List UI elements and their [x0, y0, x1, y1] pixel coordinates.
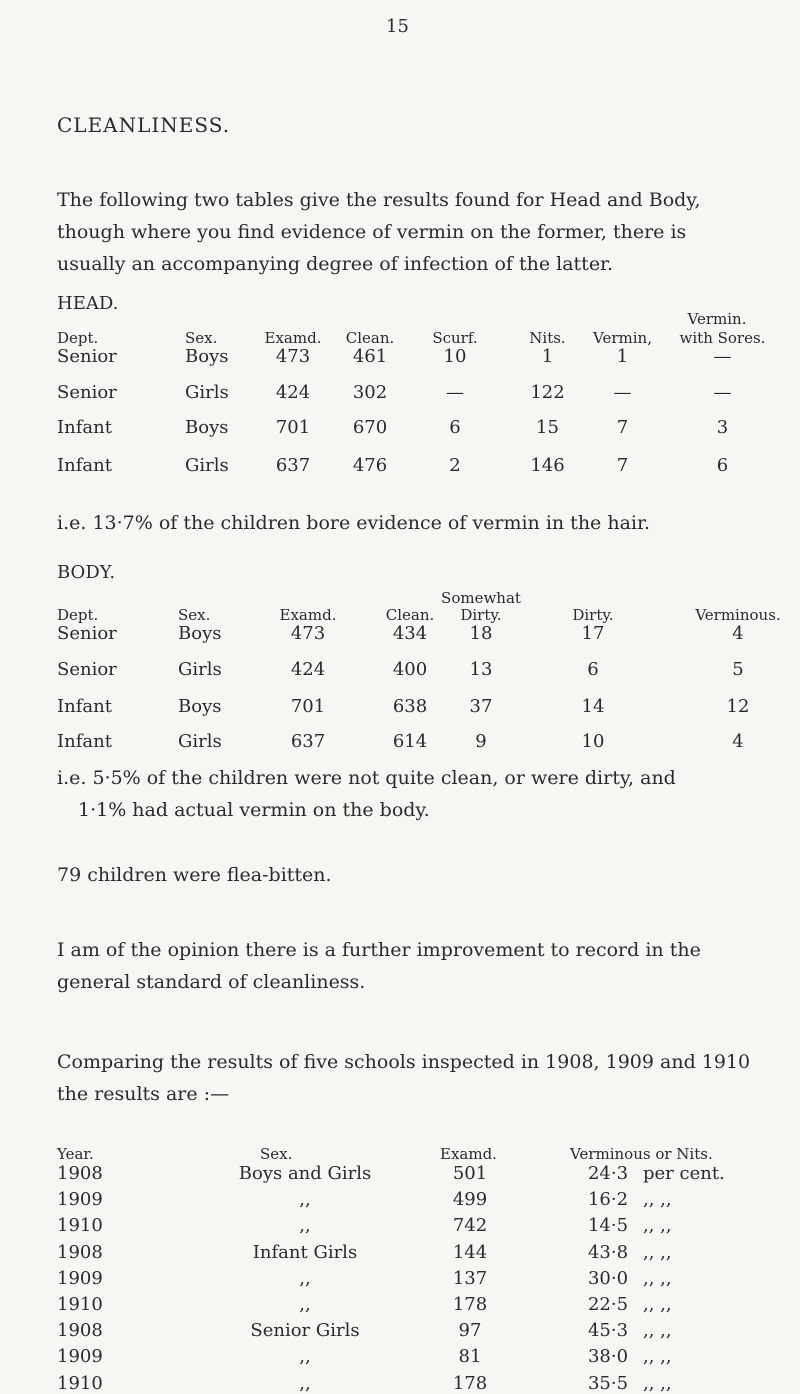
comparison-cell: 16·2 [587, 1189, 629, 1210]
body-cell: 12 [726, 696, 750, 717]
body-cell: Girls [178, 731, 222, 752]
comparison-cell: 38·0 [587, 1346, 629, 1367]
comparison-cell: ,, ,, [643, 1189, 672, 1210]
body-col-header: Dirty. [572, 606, 614, 624]
head-cell: — [713, 346, 732, 367]
head-cell: 424 [275, 382, 311, 403]
head-cell: 637 [275, 455, 311, 476]
head-cell: Senior [57, 346, 117, 367]
head-cell: 122 [530, 382, 565, 403]
body-cell: Senior [57, 623, 117, 644]
comparison-cell: ,, ,, [643, 1215, 672, 1236]
head-cell: 7 [616, 455, 629, 476]
head-cell: 10 [443, 346, 467, 367]
body-cell: 473 [290, 623, 326, 644]
head-cell: 146 [530, 455, 565, 476]
body-cell: 4 [732, 623, 744, 644]
comparison-cell: 24·3 [587, 1163, 629, 1184]
head-cell: Infant [57, 417, 112, 438]
body-cell: Infant [57, 731, 112, 752]
comparison-cell: 178 [452, 1373, 488, 1394]
body-table-note-line1: i.e. 5·5% of the children were not quite clean, or were dirty, and [57, 767, 676, 789]
head-cell: 1 [616, 346, 629, 367]
flea-bitten-text: 79 children were flea-bitten. [57, 864, 332, 886]
comparison-cell: ,, ,, [643, 1346, 672, 1367]
body-table-note-line2: 1·1% had actual vermin on the body. [78, 799, 430, 821]
body-cell: 614 [392, 731, 428, 752]
comparison-cell: 1910 [57, 1373, 103, 1394]
head-cell: 15 [536, 417, 559, 438]
body-col-top-label: Somewhat [441, 589, 521, 607]
comparison-cell: ,, [299, 1373, 311, 1394]
head-col-header: Examd. [264, 329, 322, 347]
comparison-cell: ,, [299, 1189, 311, 1210]
head-cell: — [446, 382, 464, 403]
body-col-header: Dept. [57, 606, 99, 624]
head-cell: 461 [352, 346, 388, 367]
head-col-header: Sex. [185, 329, 218, 347]
head-table-label: HEAD. [57, 293, 119, 314]
body-cell: Infant [57, 696, 112, 717]
head-col-header: Vermin, [593, 329, 652, 347]
comparison-cell: 81 [458, 1346, 482, 1367]
head-cell: 701 [275, 417, 311, 438]
head-cell: — [613, 382, 632, 403]
head-cell: 473 [275, 346, 311, 367]
body-cell: 18 [469, 623, 493, 644]
head-cell: 476 [352, 455, 388, 476]
body-cell: Boys [178, 696, 222, 717]
comparison-cell: ,, ,, [643, 1242, 672, 1263]
comparison-cell: 35·5 [587, 1373, 629, 1394]
body-cell: 400 [392, 659, 428, 680]
body-col-header: Clean. [385, 606, 435, 624]
intro-paragraph: The following two tables give the results found for Head and Body, though where you find evidence of vermin on the former, there is usually an accompanying degree of infection of the latter. [57, 189, 701, 275]
body-cell: Boys [178, 623, 222, 644]
head-cell: — [713, 382, 732, 403]
comparison-cell: ,, ,, [643, 1320, 672, 1341]
head-cell: Senior [57, 382, 117, 403]
comparison-cell: ,, [299, 1346, 311, 1367]
body-col-header: Dirty. [460, 606, 502, 624]
comparison-col-header: Examd. [440, 1145, 497, 1163]
comparison-cell: 742 [452, 1215, 488, 1236]
head-col-header: Scurf. [432, 329, 478, 347]
comparison-cell: 1909 [57, 1268, 103, 1289]
head-cell: 670 [352, 417, 388, 438]
head-cell: Boys [185, 417, 229, 438]
comparison-cell: 178 [452, 1294, 488, 1315]
body-cell: Girls [178, 659, 222, 680]
head-cell: Infant [57, 455, 112, 476]
body-cell: 13 [469, 659, 493, 680]
comparison-cell: 499 [452, 1189, 488, 1210]
comparing-paragraph: Comparing the results of five schools inspected in 1908, 1909 and 1910 the results are :— [57, 1051, 751, 1105]
body-col-header: Verminous. [695, 606, 781, 624]
body-cell: 638 [392, 696, 428, 717]
body-cell: 434 [392, 623, 428, 644]
comparison-cell: ,, [299, 1268, 311, 1289]
body-cell: 6 [587, 659, 599, 680]
comparison-cell: 30·0 [587, 1268, 629, 1289]
comparison-cell: ,, ,, [643, 1373, 672, 1394]
head-cell: Girls [185, 455, 229, 476]
comparison-cell: 137 [452, 1268, 488, 1289]
head-cell: 1 [541, 346, 554, 367]
head-cell: 2 [449, 455, 461, 476]
comparison-col-header: Verminous or Nits. [570, 1145, 713, 1163]
body-col-header: Sex. [178, 606, 211, 624]
body-cell: 637 [290, 731, 326, 752]
comparison-cell: Boys and Girls [238, 1163, 372, 1184]
comparison-cell: 1909 [57, 1189, 103, 1210]
body-cell: 424 [290, 659, 326, 680]
comparison-col-header: Sex. [260, 1145, 293, 1163]
comparison-cell: 1908 [57, 1163, 103, 1184]
comparison-cell: 14·5 [587, 1215, 629, 1236]
head-table-note: i.e. 13·7% of the children bore evidence of vermin in the hair. [57, 512, 651, 534]
comparison-cell: 1910 [57, 1294, 103, 1315]
comparison-cell: 22·5 [587, 1294, 629, 1315]
opinion-paragraph: I am of the opinion there is a further improvement to record in the general standard of cleanliness. [57, 939, 701, 993]
comparison-cell: 45·3 [587, 1320, 629, 1341]
body-cell: Senior [57, 659, 117, 680]
body-cell: 37 [469, 696, 493, 717]
head-cell: 3 [716, 417, 729, 438]
head-cell: 7 [616, 417, 629, 438]
comparison-cell: ,, [299, 1294, 311, 1315]
comparison-cell: 1910 [57, 1215, 103, 1236]
comparison-cell: 1909 [57, 1346, 103, 1367]
head-col-header: with Sores. [679, 329, 766, 347]
comparison-cell: 43·8 [587, 1242, 629, 1263]
body-cell: 5 [732, 659, 744, 680]
comparison-cell: ,, ,, [643, 1268, 672, 1289]
head-cell: 6 [449, 417, 461, 438]
head-col-header: Nits. [529, 329, 566, 347]
comparison-cell: 144 [452, 1242, 488, 1263]
section-title: CLEANLINESS. [57, 113, 231, 137]
body-cell: 4 [732, 731, 744, 752]
head-cell: 6 [716, 455, 729, 476]
body-cell: 701 [290, 696, 326, 717]
comparison-cell: per cent. [643, 1163, 725, 1184]
comparison-cell: 97 [458, 1320, 482, 1341]
head-col-header: Clean. [345, 329, 395, 347]
head-cell: Boys [185, 346, 229, 367]
head-col-header: Dept. [57, 329, 99, 347]
comparison-cell: Senior Girls [250, 1320, 360, 1341]
head-cell: Girls [185, 382, 229, 403]
body-table-label: BODY. [57, 562, 116, 583]
comparison-cell: ,, ,, [643, 1294, 672, 1315]
body-cell: 10 [581, 731, 605, 752]
head-cell: 302 [352, 382, 388, 403]
body-cell: 17 [581, 623, 605, 644]
comparison-cell: Infant Girls [252, 1242, 358, 1263]
head-col-top-label: Vermin. [687, 310, 747, 328]
comparison-cell: 501 [452, 1163, 488, 1184]
comparison-cell: 1908 [57, 1242, 103, 1263]
body-cell: 14 [581, 696, 605, 717]
comparison-cell: 1908 [57, 1320, 103, 1341]
body-col-header: Examd. [279, 606, 337, 624]
body-cell: 9 [475, 731, 487, 752]
comparison-cell: ,, [299, 1215, 311, 1236]
comparison-col-header: Year. [57, 1145, 94, 1163]
page-number: 15 [386, 16, 409, 37]
